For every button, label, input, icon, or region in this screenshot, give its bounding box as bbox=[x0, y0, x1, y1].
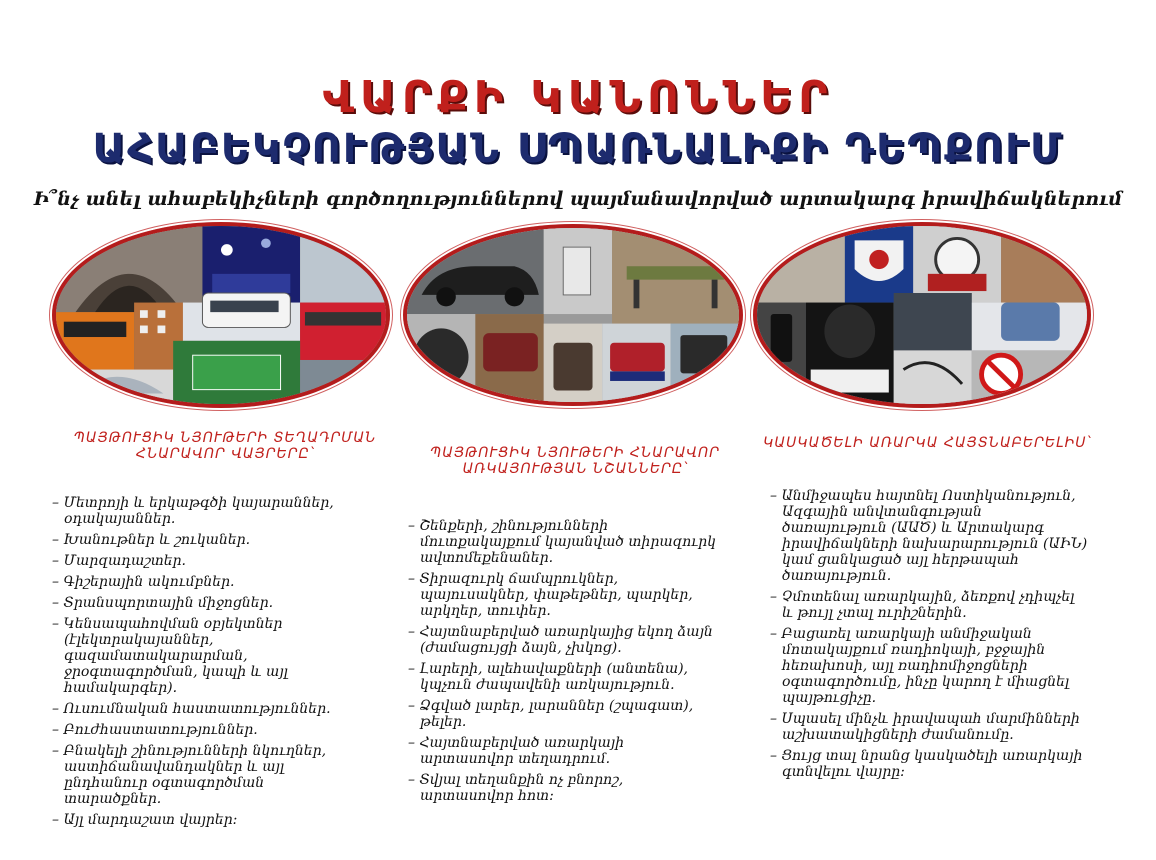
column-3-heading: ԿԱՍԿԱԾԵԼԻ ԱՌԱՐԿԱ ՀԱՅՏՆԱԲԵՐԵԼԻՍ՝ bbox=[763, 435, 1091, 451]
list-item: – Տվյալ տեղանքին ոչ բնորոշ, արտասովոր հոտ: bbox=[408, 772, 716, 804]
list-item: – Ձգված լարեր, լարաններ (շպագատ), թելեր. bbox=[408, 698, 716, 730]
list-item: – Խանութներ և շուկաներ. bbox=[52, 532, 362, 548]
list-item: – Գիշերային ակումբներ. bbox=[52, 574, 362, 590]
list-item: – Ցույց տալ նրանց կասկածելի առարկայի գտնվելու վայրը: bbox=[770, 748, 1088, 780]
abandoned-objects-collage-icon-art bbox=[407, 228, 739, 402]
page-subtitle: Ի՞նչ անել ահաբեկիչների գործողություններով պայմանավորված արտակարգ իրավիճակներում bbox=[33, 188, 1123, 210]
list-item: – Բացառել առարկայի անմիջական մոտակայքում ռադիոկայի, բջջային հեռախոսի, այլ ռադիոմիջոցների օգտագործումը, ինչը կարող է միացնել պայթուցիչը. bbox=[770, 626, 1088, 706]
list-item: – Բուժհաստատություններ. bbox=[52, 722, 362, 738]
list-item: – Հայտնաբերված առարկայի արտասովոր տեղադրում. bbox=[408, 735, 716, 767]
column-1-list bbox=[52, 495, 362, 833]
column-2-list bbox=[408, 518, 716, 809]
list-item: – Անմիջապես հայտնել Ոստիկանություն, Ազգային անվտանգության ծառայություն (ԱԱԾ) և Արտակարգ իրավիճակների նախարարություն (ԱԻՆ) կամ ցանկացած այլ հերթապահ ծառայություն. bbox=[770, 488, 1088, 584]
list-item: – Շենքերի, շինությունների մուտքակայքում կայանված տիրազուրկ ավտոմեքենաներ. bbox=[408, 518, 716, 566]
list-item: – Տրանսպորտային միջոցներ. bbox=[52, 595, 362, 611]
column-3-list bbox=[770, 488, 1088, 785]
abandoned-objects-collage-icon bbox=[403, 224, 743, 406]
list-item: – Հայտնաբերված առարկայից եկող ձայն (ժամացույցի ձայն, չխկոց). bbox=[408, 624, 716, 656]
list-item: – Կենսապահովման օբյեկտներ (էլեկտրակայաններ, գազամատակարարման, ջրօգտագործման, կապի և այլ համակարգեր). bbox=[52, 616, 362, 696]
list-item: – Լարերի, ալեհավաքների (անտենա), կպչուն ժապավենի առկայություն. bbox=[408, 661, 716, 693]
list-item: – Ուսումնական հաստատություններ. bbox=[52, 701, 362, 717]
security-services-collage-icon bbox=[753, 222, 1091, 408]
page-title-line2: ԱՀԱԲԵԿՉՈՒԹՅԱՆ ՍՊԱՌՆԱԼԻՔԻ ԴԵՊՔՈՒՄ bbox=[92, 126, 1064, 172]
public-places-collage-icon-art bbox=[56, 226, 386, 404]
column-1-heading: ՊԱՅԹՈՒՑԻԿ ՆՅՈՒԹԵՐԻ ՏԵՂԱԴՐՄԱՆ ՀՆԱՐԱՎՈՐ ՎԱՅՐԵՐԸ՝ bbox=[73, 430, 377, 462]
list-item: – Բնակելի շինությունների նկուղներ, աստիճանավանդակներ և այլ ընդհանուր օգտագործման տարածքներ. bbox=[52, 743, 362, 807]
column-2-heading: ՊԱՅԹՈՒՑԻԿ ՆՅՈՒԹԵՐԻ ՀՆԱՐԱՎՈՐ ԱՌԿԱՅՈՒԹՅԱՆ ՆՇԱՆՆԵՐԸ՝ bbox=[430, 445, 720, 477]
list-item: – Այլ մարդաշատ վայրեր: bbox=[52, 812, 362, 828]
page-title-line1: ՎԱՐՔԻ ԿԱՆՈՆՆԵՐ bbox=[322, 72, 834, 123]
list-item: – Չմոտենալ առարկային, ձեռքով չդիպչել և թույլ չտալ ուրիշներին. bbox=[770, 589, 1088, 621]
list-item: – Սպասել մինչև իրավապահ մարմինների աշխատակիցների ժամանումը. bbox=[770, 711, 1088, 743]
list-item: – Մարզադաշտեր. bbox=[52, 553, 362, 569]
list-item: – Մետրոյի և երկաթգծի կայարաններ, օդակայաններ. bbox=[52, 495, 362, 527]
list-item: – Տիրազուրկ ճամպրուկներ, պայուսակներ, փաթեթներ, պարկեր, արկղեր, տուփեր. bbox=[408, 571, 716, 619]
public-places-collage-icon bbox=[52, 222, 390, 408]
security-services-collage-icon-art bbox=[757, 226, 1087, 404]
